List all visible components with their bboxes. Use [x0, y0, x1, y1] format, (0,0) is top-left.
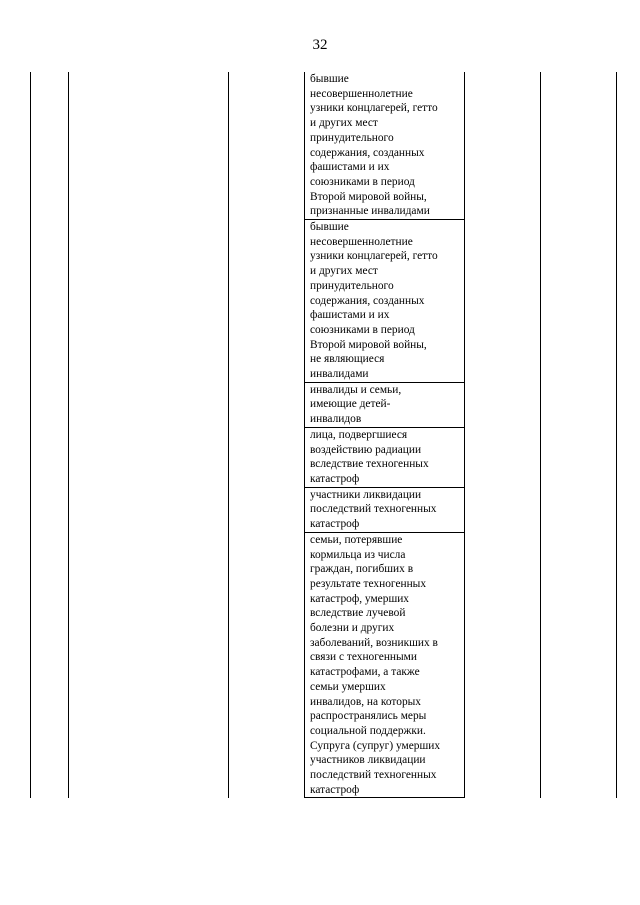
category-text: инвалиды и семьи, имеющие детей- инвалидов: [310, 383, 402, 426]
table-row: [31, 72, 617, 220]
category-text: бывшие несовершеннолетние узники концлагерей, гетто и других мест принудительного содержания, созданных фашистами и их союзниками в период Второй мировой войны, не являющиеся инвалидами: [310, 221, 438, 381]
category-text: лица, подвергшиеся воздействию радиации вследствие техногенных катастроф: [310, 428, 429, 485]
category-cell: [305, 427, 465, 487]
category-text: семьи, потерявшие кормильца из числа граждан, погибших в результате техногенных катастроф, умерших вследствие лучевой болезни и других заболеваний, возникших в связи с техногенными катастрофами, а также семьи умерших инвалидов, на которых распространялись меры социальной поддержки. Супруга (супруг) умерших участников ликвидации последствий техногенных катастроф: [310, 533, 441, 796]
table-cell-empty: [465, 72, 541, 798]
category-text: бывшие несовершеннолетние узники концлагерей, гетто и других мест принудительного содержания, созданных фашистами и их союзниками в период Второй мировой войны, признанные инвалидами: [310, 73, 438, 218]
category-cell: [305, 382, 465, 427]
category-cell: [305, 220, 465, 383]
category-text: участники ликвидации последствий техногенных катастроф: [310, 488, 437, 531]
table-cell-empty: [541, 72, 617, 798]
category-cell: [305, 487, 465, 532]
table-cell-empty: [69, 72, 229, 798]
category-cell: [305, 532, 465, 798]
table-cell-empty: [229, 72, 305, 798]
page-number: 32: [312, 37, 328, 53]
table-cell-empty: [31, 72, 69, 798]
category-cell: [305, 72, 465, 220]
document-table-container: [30, 72, 616, 798]
document-table: [30, 72, 617, 798]
